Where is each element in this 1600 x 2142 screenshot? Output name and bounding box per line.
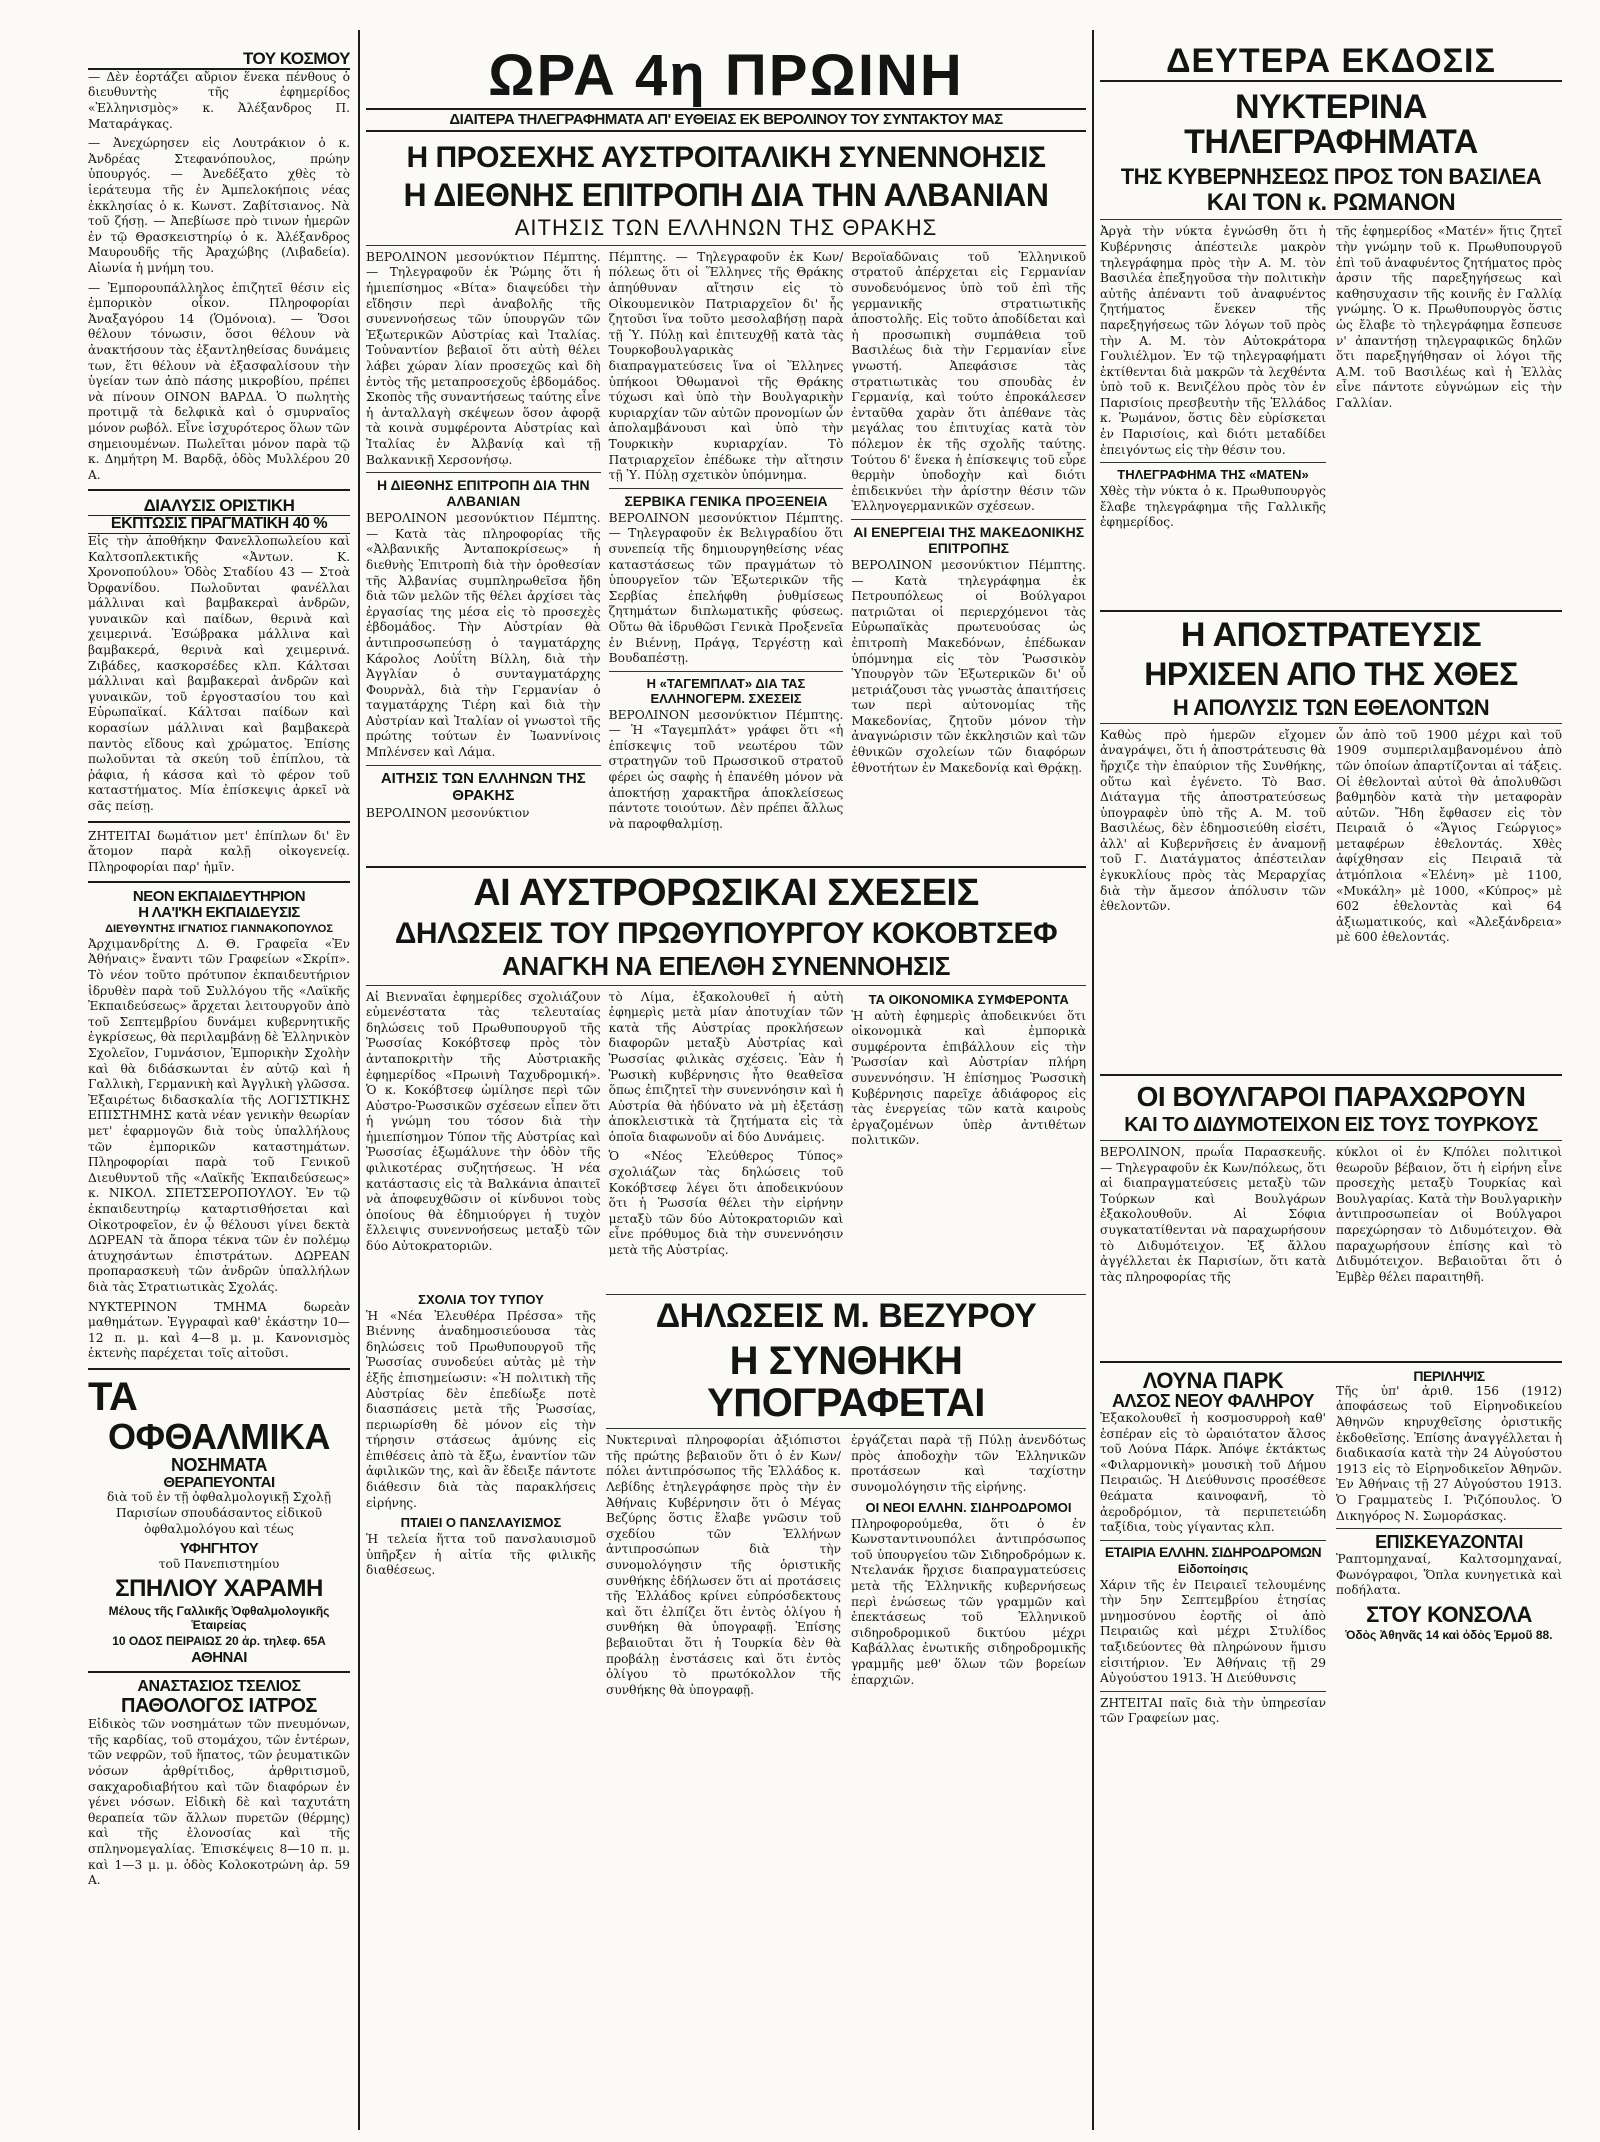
text-column (609, 250, 844, 860)
ad-text: Χάριν τῆς ἐν Πειραιεῖ τελουμένης τὴν 5ην Σεπτεμβρίου ἐτησίας μνημοσύνου ἑορτῆς οἱ ἀπὸ Πειραιῶς καὶ μέχρι Στυλίδος ταξιδεύοντες θὰ πληρώνουν ἥμισυ εἰσιτήριον. Ἐν Ἀθήναις τῇ 29 Αὐγούστου 1913. Ἡ Διεύθυνσις (1100, 1577, 1326, 1686)
text-column (366, 990, 601, 1290)
ad-subtitle: Η ΛΑ'Ι'ΚΗ ΕΚΠΑΙΔΕΥΣΙΣ (138, 904, 300, 922)
eye-ad-sub: ΘΕΡΑΠΕΥΟΝΤΑΙ (163, 1473, 275, 1491)
column-rule (358, 30, 360, 2130)
article-text: Ἡ αὐτὴ ἐφημερὶς ἀποδεικνύει ὅτι οἰκονομικὰ καὶ ἐμπορικὰ συμφέροντα ἐπιβάλλουν εἰς τὴν Ῥωσσίαν καὶ Αὐστρίαν πλήρη συνεννόησιν. Ἡ ἐπίσημος Ῥωσσικὴ Κυβέρνησις παρεῖχε ἀδιάφορος εἰς τὰς ἐνεργείας τῶν κατὰ καιροὺς ἐργαζομένων ὑπὲρ ἀντιθέτων πολιτικῶν. (851, 1008, 1086, 1148)
article-subhead: ΑΙ ΕΝΕΡΓΕΙΑΙ ΤΗΣ ΜΑΚΕΔΟΝΙΚΗΣ ΕΠΙΤΡΟΠΗΣ (853, 523, 1085, 556)
section-header: ΤΟΥ ΚΟΣΜΟΥ (88, 50, 350, 70)
right-bulg-columns (1100, 1145, 1562, 1355)
text-column (1100, 1145, 1326, 1355)
article-text: ὧν ἀπὸ τοῦ 1900 μέχρι καὶ τοῦ 1909 συμπεριλαμβανομένου ἀπὸ τῶν ὁποίων ἀπαρτίζονται αἱ τάξεις. Οἱ ἐθελονταὶ αὐτοὶ θὰ ἀπολυθῶσι βαθμηδὸν κατὰ τὴν μεταφορὰν αὐτῶν. Ἤδη ἔφθασεν εἰς τὸν Πειραιᾶ ὁ «Ἅγιος Γεώργιος» μεταφέρων ἐθελοντάς. Χθὲς ἀφίχθησαν εἰς Πειραιᾶ τὰ ἀτμόπλοια «Ἑλένη» μὲ 1100, «Μυκάλη» μὲ 1000, «Κύπρος» μὲ 602 ἐθελοντὰς καὶ 64 ἀξιωματικούς, καὶ «Ἀλεξάνδρεια» μὲ 600 ἐθελοντάς. (1336, 727, 1562, 945)
headline: ΤΗΣ ΚΥΒΕΡΝΗΣΕΩΣ ΠΡΟΣ ΤΟΝ ΒΑΣΙΛΕΑ (1120, 164, 1542, 190)
text-column (1336, 728, 1562, 1068)
article-text: Βεροϊαδῶναις τοῦ Ἑλληνικοῦ στρατοῦ ἀπέρχεται εἰς Γερμανίαν συνοδευόμενος ὑπὸ τοῦ ἐπὶ τῆς γερμανικῆς στρατιωτικῆς ἀποστολῆς. Εἰς τοῦτο ἀποδίδεται καὶ ἡ προσωπικὴ συμπάθεια τοῦ Βασιλέως διὰ τὴν Γερμανίαν εἶνε γνωστή. Ἀπεφάσισε τὰς στρατιωτικὰς του σπουδὰς ἐν Γερμανίᾳ, καὶ τούτο ἐπροκάλεσεν ἐνταῦθα χαρὰν ὅτι ἀπέθανε τὰς μεγάλας του ἐπιτυχίας κατὰ τὸν πόλεμον ἐκ τῆς σχολῆς ταύτης. Τούτου δ' ἕνεκα ἡ ἐπίσκεψις τοῦ εὖρε θερμὴν ὑποδοχὴν καὶ διότι ἐπιδεικνύει τὴν ἀρίστην θέσιν τῶν Ἑλληνογερμανικῶν σχέσεων. (851, 249, 1086, 514)
center-column (366, 44, 1086, 1890)
text-column (851, 1433, 1086, 1702)
text-column (851, 250, 1086, 860)
article-text: ἐργάζεται παρὰ τῇ Πύλῃ ἀνενδότως πρὸς ἀποδοχὴν τῶν Ἑλληνικῶν προτάσεων καὶ ταχίστην συνομολόγησιν τῆς εἰρήνης. (851, 1433, 1086, 1494)
classified-ad: ΖΗΤΕΙΤΑΙ παῖς διὰ τὴν ὑπηρεσίαν τῶν Γραφείων μας. (1100, 1695, 1326, 1726)
eye-ad-city: ΑΘΗΝΑΙ (191, 1648, 247, 1666)
headline-sub: ΑΝΑΓΚΗ ΝΑ ΕΠΕΛΘΗ ΣΥΝΕΝΝΟΗΣΙΣ (502, 951, 950, 982)
article-text: Ἡ «Νέα Ἐλευθέρα Πρέσσα» τῆς Βιέννης ἀναδημοσιεύουσα τὰς δηλώσεις τοῦ Πρωθυπουργοῦ τῆς Ῥωσσίας συνοδεύει αὐτὰς μὲ τὴν ἑξῆς ἐπισημείωσιν: «Ἡ πολιτικὴ τῆς Αὐστρίας δὲν ἐπεδίωξε ποτὲ διασπάσεις μετὰ τῆς Ῥωσσίας, περιωρίσθη δὲ μόνον εἰς τὴν τήρησιν στάσεως ἀμύνης εἰς ἐπιθέσεις ἀπὸ τὰ ἔξω, ἐναντίον τῶν ἀφιλικῶν της, καὶ ἂν ἔδειξε πάντοτε διάθεσιν διὰ τὰς παρακλήσεις εἰρήνης. (366, 1308, 596, 1510)
text-column (366, 250, 601, 860)
ad-title: ΕΠΙΣΚΕΥΑΖΟΝΤΑΙ (1375, 1532, 1523, 1553)
masthead-title: ΩΡΑ 4η ΠΡΩΙΝΗ (488, 44, 964, 108)
eye-ad-text: τοῦ Πανεπιστημίου (158, 1556, 280, 1571)
ad-text: Ἐξακολουθεῖ ἡ κοσμοσυρροὴ καθ' ἑσπέραν εἰς τὸ ὡραιότατον ἄλσος τοῦ Λούνα Πάρκ. Ἀπόψε ἐκτάκτως «Φιλαρμονικὴ» μουσικὴ τοῦ Δήμου Πειραιῶς. Ἡ Διεύθυνσις προσέθεσε θεάματα καινοφανῆ, τὸ ἀεροδρόμιον, τὰ περιπετειώδη ταξίδια, τοὺς γίγαντας κλπ. (1100, 1411, 1326, 1535)
doctor-text: Εἰδικὸς τῶν νοσημάτων τῶν πνευμόνων, τῆς καρδίας, τοῦ στομάχου, τῶν ἐντέρων, τῶν νεφρῶν, τοῦ ἥπατος, τῶν ῥευματικῶν νόσων ἀρθρίτιδος, ἀρθριτισμοῦ, σακχαροδιαβήτου καὶ τῶν διαφόρων ἐν γένει νόσων. Εἰδικὴ δὲ καὶ ταχυτάτη θεραπεία τῶν ἄλλων πυρετῶν (θέρμης) καὶ τῆς ἐλονοσίας καὶ τῆς σπληνομεγαλίας. Ἐπισκέψεις 8—10 π. μ. καὶ 1—3 μ. μ. ὁδὸς Κολοκοτρώνη ἀρ. 59 Α. (88, 1717, 350, 1888)
ad-address: Ὁδὸς Ἀθηνᾶς 14 καὶ ὁδὸς Ἑρμοῦ 88. (1345, 1627, 1553, 1642)
headline: Η ΣΥΝΘΗΚΗ ΥΠΟΓΡΑΦΕΤΑΙ (707, 1339, 985, 1426)
notice-title: ΠΕΡΙΛΗΨΙΣ (1413, 1368, 1485, 1385)
eye-ad-sub: ΝΟΣΗΜΑΤΑ (171, 1454, 267, 1475)
text-column (366, 1290, 596, 1890)
article-subhead: ΣΕΡΒΙΚΑ ΓΕΝΙΚΑ ΠΡΟΞΕΝΕΙΑ (624, 492, 828, 509)
eye-ad-name: ΣΠΗΛΙΟΥ ΧΑΡΑΜΗ (115, 1575, 323, 1603)
text-column (606, 1433, 841, 1702)
eye-ad-big: ΟΦΘΑΛΜΙΚΑ (107, 1415, 331, 1457)
article-subhead: ΤΗΛΕΓΡΑΦΗΜΑ ΤΗΣ «ΜΑΤΕΝ» (1117, 467, 1309, 483)
ad-title: ΕΤΑΙΡΙΑ ΕΛΛΗΝ. ΣΙΔΗΡΟΔΡΟΜΩΝ (1104, 1543, 1322, 1560)
ads-column (1336, 1369, 1562, 1889)
article-subhead: Η ΔΙΕΘΝΗΣ ΕΠΙΤΡΟΠΗ ΔΙΑ ΤΗΝ ΑΛΒΑΝΙΑΝ (377, 477, 590, 510)
text-column (1100, 728, 1326, 1068)
brief-item: — Δὲν ἑορτάζει αὔριον ἕνεκα πένθους ὁ διευθυντὴς τῆς ἐφημερίδος «Ἐλληνισμὸς» κ. Ἀλέξανδρος Π. Ματαράγκας. (88, 69, 350, 131)
left-column (88, 50, 350, 1893)
center-mid-columns (366, 990, 1086, 1290)
headline: ΗΡΧΙΣΕΝ ΑΠΟ ΤΗΣ ΧΘΕΣ (1144, 656, 1518, 693)
brief-item: — Ἐμπορουπάλληλος ἐπιζητεῖ θέσιν εἰς ἐμπορικὸν οἶκον. Πληροφορίαι Ἀναξαγόρου 14 (Ὁμόνοια). — Ὅσοι θέλουν τόνωσιν, ὅσοι θέλουν νὰ ἀνακτήσουν τὰς ἐξαντληθείσας δυνάμεις των, ἔτι θέλουν νὰ ἐξασφαλίσουν τὴν ὑγείαν των ἀπὸ πάσης μικροβίου, πρέπει νὰ πίνουν ΟΙΝΟΝ ΒΑΡΔΑ. Ὁ πωλητὴς προτιμᾷ τὰ δελφικὰ καὶ ὁ σμυρναῖος μόνον ρωβόλ. Εἶνε ἰσχυρότερος ὅλων τῶν σημειουμένων. Πωλεῖται μόνον παρὰ τῷ κ. Δημήτρη Μ. Βαρδᾷ, ὁδὸς Μυλλέρου 20 Α. (88, 280, 350, 482)
eye-ad-address: 10 ΟΔΟΣ ΠΕΙΡΑΙΩΣ 20 ἀρ. τηλεφ. 65Α (112, 1633, 326, 1648)
article-text: Πέμπτης. — Τηλεγραφοῦν ἐκ Κων/πόλεως ὅτι οἱ Ἕλληνες τῆς Θράκης ἀπηύθυναν αἴτησιν εἰς τὸ Οἰκουμενικὸν Πατριαρχεῖον δι' ἧς ζητοῦσι ἵνα τοῦτο μεσολαβήσῃ παρὰ τῇ Ὑ. Πύλῃ καὶ ἐπιτευχθῇ κατὰ τὰς Τουρκοβουλγαρικὰς διαπραγματεύσεις ἵνα οἱ Ἕλληνες ὑπήκοοι Ὀθωμανοὶ τῆς Θράκης τύχωσι καὶ ὑπὸ τὴν Βουλγαρικὴν κυριαρχίαν τῶν αὐτῶν προνομίων ὧν ἀπολαμβάνουσι καὶ ὑπὸ τὴν Τουρκικὴν κυριαρχίαν. Τὸ Πατριαρχεῖον ἐπέδωκε τὴν αἴτησιν τῇ Ὑ. Πύλῃ σχετικὸν ὑπόμνημα. (608, 249, 844, 483)
article-text: Χθὲς τὴν νύκτα ὁ κ. Πρωθυπουργὸς ἔλαβε τηλεγράφημα τῆς Γαλλικῆς ἐφημερίδος. (1100, 484, 1326, 530)
article-text: Πληροφορούμεθα, ὅτι ὁ ἐν Κωνσταντινουπόλει ἀντιπρόσωπος τοῦ ὑπουργείου τῶν Σιδηροδρόμων κ. Ντελανάκ ἤρχισε διαπραγματεύσεις μετὰ τῆς Ἑλληνικῆς κυβερνήσεως περὶ ἐνώσεως τῶν γραμμῶν καὶ ἐπεκτάσεως τοῦ Ἑλληνικοῦ σιδηροδρομικοῦ δικτύου μέχρι Καβάλλας ἐνωτικῆς σιδηροδρομικῆς γραμμῆς μεθ' ὅλων τῶν βορείων ἐπαρχιῶν. (851, 1516, 1086, 1687)
right-mid-columns (1100, 728, 1562, 1068)
text-column (1336, 224, 1562, 604)
right-bottom-columns (1100, 1369, 1562, 1889)
article-text: ΒΕΡΟΛΙΝΟΝ μεσονύκτιον Πέμπτης. — Κατὰ τὰς πληροφορίας τῆς «Ἀλβανικῆς Ἀνταποκρίσεως» ἡ διεθνὴς Ἐπιτροπὴ διὰ τὴν ὀροθεσίαν τῆς Ἀλβανίας συμπληρωθεῖσα ἤδη διὰ τῶν μελῶν τῆς θέλει ἀρχίσει τὰς ἐργασίας της μέσα εἰς τὸ προσεχὲς ἑβδομάδος. Τὴν Αὐστρίαν θὰ ἀντιπροσωπεύσῃ ὁ ταγματάρχης Κάρολος Λοὐΐτη Βίλλη, διὰ τὴν Ἀγγλίαν ὁ συνταγματάρχης Φουρνὰλ, διὰ τὴν Γερμανίαν ὁ ταγματάρχης Τιέρη καὶ διὰ τὴν Αὐστρίαν καὶ Ἰταλίαν οἱ γνωστοὶ τῆς πρώτης τούτων ἐν Ἰωαννίνοις Μπλένσεν καὶ Λάμα. (366, 511, 601, 760)
ad-director: ΔΙΕΥΘΥΝΤΗΣ ΙΓΝΑΤΙΟΣ ΓΙΑΝΝΑΚΟΠΟΥΛΟΣ (105, 922, 333, 935)
ad-text: ΝΥΚΤΕΡΙΝΟΝ ΤΜΗΜΑ δωρεὰν μαθημάτων. Ἐγγραφαὶ καθ' ἑκάστην 10—12 π. μ. καὶ 4—8 μ. μ. Κανονισμὸς ἐκτενὴς παρέχεται τοῖς αἰτοῦσι. (88, 1299, 350, 1361)
doctor-title: ΠΑΘΟΛΟΓΟΣ ΙΑΤΡΟΣ (121, 1695, 317, 1718)
article-subhead: ΑΙΤΗΣΙΣ ΤΩΝ ΕΛΛΗΝΩΝ ΤΗΣ ΘΡΑΚΗΣ (380, 769, 586, 804)
edition-title: ΔΕΥΤΕΡΑ ΕΚΔΟΣΙΣ (1100, 44, 1562, 82)
ad-title: ΛΟΥΝΑ ΠΑΡΚ (1142, 1368, 1284, 1394)
column-rule (1092, 30, 1094, 2130)
headline-sub: ΑΙΤΗΣΙΣ ΤΩΝ ΕΛΛΗΝΩΝ ΤΗΣ ΘΡΑΚΗΣ (514, 214, 938, 240)
notice-text: Τῆς ὑπ' ἀριθ. 156 (1912) ἀποφάσεως τοῦ Εἰρηνοδικείου Ἀθηνῶν κηρυχθεῖσης ὀριστικῆς ἐκδοθεῖσης. Ἐπίσης ἀναγγέλλεται ἡ διαδικασία κατὰ τὴν 24 Αὐγούστου 1913 εἰς τὸ Εἰρηνοδικεῖον Ἀθηνῶν. Ἐν Ἀθήναις τῇ 27 Αὐγούστου 1913. Ὁ Γραμματεὺς Ι. Ῥιζόπουλος. Ὁ Δικηγόρος Ν. Σωμοράσκας. (1336, 1383, 1562, 1523)
article-text: ΒΕΡΟΛΙΝΟΝ μεσονύκτιον (366, 805, 530, 820)
right-column (1100, 44, 1562, 1889)
ads-column (1100, 1369, 1326, 1889)
headline: Η ΔΙΕΘΝΗΣ ΕΠΙΤΡΟΠΗ ΔΙΑ ΤΗΝ ΑΛΒΑΝΙΑΝ (403, 177, 1049, 214)
ad-subtitle: ΕΚΠΤΩΣΙΣ ΠΡΑΓΜΑΤΙΚΗ 40 % (88, 515, 350, 534)
article-text: Καθὼς πρὸ ἡμερῶν εἴχομεν ἀναγράψει, ὅτι ἡ ἀποστράτευσις θὰ ἤρχιζε τὴν ἐπαύριον τῆς Συνθήκης, οὕτω καὶ ἐγένετο. Τὸ Βασ. Διάταγμα τῆς ἀποστρατεύσεως ὑπογραφὲν ὑπὸ τῆς Α. Μ. τοῦ Βασιλέως, δὲν ἐδημοσιεύθη εἰσέτι, ἀλλ' αἱ Κυβερνῆσεις ἐν ἀναμονῇ τοῦ Γ. Διατάγματος ἀπέστειλαν ἐγκυκλίους πρὸς τὰς Μεραρχίας διὰ τὴν ἄμεσον ἀπόλυσιν τῶν ἐθελοντῶν. (1100, 727, 1326, 914)
headline-sub: Η ΑΠΟΛΥΣΙΣ ΤΩΝ ΕΘΕΛΟΝΤΩΝ (1172, 694, 1490, 720)
ad-title: ΝΕΟΝ ΕΚΠΑΙΔΕΥΤΗΡΙΟΝ (132, 888, 306, 906)
doctor-name: ΑΝΑΣΤΑΣΙΟΣ ΤΣΕΛΙΟΣ (137, 1678, 301, 1696)
text-column (1336, 1145, 1562, 1355)
headline: ΔΗΛΩΣΕΙΣ Μ. ΒΕΖΥΡΟΥ (655, 1296, 1037, 1335)
article-text: ΒΕΡΟΛΙΝΟΝ μεσονύκτιον Πέμπτης. — Τηλεγραφοῦν ἐκ Βελιγραδίου ὅτι συνεπείᾳ τῆς δημιουργηθείσης νέας καταστάσεως τῶν πραγμάτων τὸ ὑπουργεῖον τῶν Ἐξωτερικῶν τῆς Σερβίας ἐπελήφθη ῥυθμίσεως ζητημάτων διπλωματικῆς φύσεως. Οὕτω θὰ ἱδρυθῶσι Γενικὰ Προξενεῖα ἐν Βιέννῃ, Πράγᾳ, Τεργέστῃ καὶ Βουδαπέστῃ. (608, 510, 844, 666)
ad-subtitle: Εἰδοποίησις (1177, 1561, 1249, 1576)
ad-text: Εἰς τὴν ἀποθήκην Φανελλοπωλείου καὶ Καλτσοπλεκτικῆς «Ἀντων. Κ. Χρονοπούλου» Ὁδὸς Σταδίου 43 — Στοὰ Ὀρφανίδου. Πωλοῦνται φανέλλαι μάλλιναι καὶ βαμβακεραὶ ἀνδρῶν, γυναικῶν καὶ παίδων, θερινὰ καὶ χειμερινά. Ἐσώβρακα μάλλινα καὶ βαμβακερά, θερινὰ καὶ χειμερινά. Ζιβάδες, κασκορσέδες κλπ. Κάλτσαι μάλλιναι καὶ βαμβακεραὶ ἀνδρῶν καὶ γυναικῶν, τοῦ ἐργοστασίου του καὶ Εὐρωπαϊκαί. Κάλτσαι παίδων καὶ κορασίων μάλλιναι καὶ βαμβακερὰ παντὸς εἴδους καὶ χρώματος. Ἐπίσης πωλοῦνται τὰ σκεύη τοῦ ἐπίπλου, τὰ ῥάφια, ἡ κάσσα καὶ τὸ φέρον τοῦ καταστήματος. Μία ἐπίσκεψις ἀρκεῖ νὰ σᾶς πείσῃ. (88, 533, 350, 814)
text-column (1100, 224, 1326, 604)
classified-ad: ΖΗΤΕΙΤΑΙ δωμάτιον μετ' ἐπίπλων δι' ἓν ἄτομον παρὰ καλῇ οἰκογενείᾳ. Πληροφορίαι παρ' ἡμῖν. (88, 828, 350, 874)
article-text: τὸ Λίμα, ἐξακολουθεῖ ἡ αὐτὴ ἐφημερὶς μετὰ μίαν ἀποτυχίαν τῶν κατὰ τῆς Αὐστρίας προκλήσεων διαφορῶν μεταξὺ Αὐστρίας καὶ Ῥωσσίας φιλικὰς σχέσεις. Ἐὰν ἡ Ῥωσικὴ κυβέρνησις ἦτο θεαθεῖσα ὅπως ἐπιζητεῖ τὴν συνεννόησιν καὶ ἡ Αὐστρία θὰ ἠδύνατο νὰ μὴ ἐξετάσῃ ἀποκλειστικὰ τὰ ζητήματα εἰς τὰ ὁποῖα διαφωνοῦν αἱ δύο Δυνάμεις. (608, 989, 844, 1144)
eye-ad-member: Μέλους τῆς Γαλλικῆς Ὀφθαλμολογικῆς Ἑταιρείας (108, 1603, 330, 1632)
headline: Η ΠΡΟΣΕΧΗΣ ΑΥΣΤΡΟΙΤΑΛΙΚΗ ΣΥΝΕΝΝΟΗΣΙΣ (406, 140, 1046, 174)
article-text: τῆς ἐφημερίδος «Ματέν» ἥτις ζητεῖ τὴν γνώμην τοῦ κ. Πρωθυπουργοῦ ἐπὶ τοῦ ἀναφυέντος ζητήματος πρὸς ἀρσιν τῆς παρεξηγήσεως καὶ καθησυχασιν τῆς κοινῆς ἐν Γαλλίᾳ γνώμης. Ὁ κ. Πρωθυπουργὸς ὅστις ὡς ἔλαβε τὸ τηλεγράφημα ἔσπευσε ν' ἀπαντήσῃ τηλεγραφικῶς δηλῶν ὅτι παρεξηγήθησαν οἱ λόγοι τῆς Α.Μ. τοῦ Βασιλέως καὶ ἡ Ἑλλὰς εἶνε πάντοτε εὐγνώμων εἰς τὴν Γαλλίαν. (1336, 224, 1562, 410)
ad-shop: ΣΤΟΥ ΚΟΝΣΟΛΑ (1366, 1601, 1532, 1627)
ad-subtitle: ΑΛΣΟΣ ΝΕΟΥ ΦΑΛΗΡΟΥ (1112, 1391, 1314, 1412)
center-bottom-columns (366, 1290, 1086, 1890)
ad-title: ΔΙΑΛΥΣΙΣ ΟΡΙΣΤΙΚΗ (143, 496, 295, 516)
article-subhead: Η «ΤΑΓΕΜΠΛΑΤ» ΔΙΑ ΤΑΣ ΕΛΛΗΝΟΓΕΡΜ. ΣΧΕΣΕΙΣ (646, 675, 806, 706)
article-text: Νυκτεριναὶ πληροφορίαι ἀξιόπιστοι τῆς πρώτης βεβαιοῦν ὅτι ὁ ἐν Κων/πόλει ἀντιπρόσωπος τῆς Ἑλλάδος κ. Λεβίδης ἐτηλεγράφησε πρὸς τὴν ἐν Ἀθήναις Κυβέρνησιν ὅτι ὁ Μέγας Βεζύρης ὅστις ἔλαβε γνῶσιν τοῦ σχεδίου τῶν Ἑλλήνων ἀντιπροσώπων διὰ τὴν συνομολόγησιν τῆς ὁριστικῆς συνθήκης ἐδήλωσεν ὅτι αἱ προτάσεις τῆς Ἑλλάδος κρίνει εὐπρόσδεκτους καὶ ὅτι ἐλπίζει ὅτι ἐντὸς ὀλίγου ἡ συνθήκη θὰ ὑπογραφῇ. Ἐπίσης βεβαιοῦται ὅτι ἡ Τουρκία δὲν θὰ προβάλῃ ἐνστάσεις καὶ ὅτι ἐντὸς ὀλίγου τὸ πρωτόκολλον τῆς συνθήκης θὰ ὑπογραφῇ. (606, 1433, 841, 1697)
article-text: ΒΕΡΟΛΙΝΟΝ μεσονύκτιον Πέμπτης. — Τηλεγραφοῦν ἐκ Ῥώμης ὅτι ἡ ἡμιεπίσημος «Βίτα» διαψεύδει τὴν εἴδησιν περὶ ἀναβολῆς τῆς συνεννοήσεως τῶν ὑπουργῶν τῶν Ἐξωτερικῶν Αὐστρίας καὶ Ἰταλίας. Τοὐναντίον βεβαιοῖ ὅτι αὐτὴ θέλει λάβει χώραν λίαν προσεχῶς καὶ δὴ ἐντὸς τῆς μεταπροσεχοῦς ἑβδομάδος. Σκοπὸς τῆς συναντήσεως ταύτης εἶνε ἡ ἀνταλλαγὴ σκέψεων ὅσον ἀφορᾷ τὰ κοινὰ συμφέροντα Αὐστρίας καὶ Ἰταλίας ἐν Ἀλβανίᾳ καὶ τῇ Βαλκανικῇ Χερσονήσῳ. (366, 249, 601, 467)
article-subhead: ΠΤΑΙΕΙ Ο ΠΑΝΣΛΑΥΙΣΜΟΣ (400, 1515, 562, 1531)
ad-text: Ἀρχιμανδρίτης Δ. Θ. Γραφεῖα «Ἐν Ἀθήναις» ἔναντι τῶν Γραφείων «Σκρίπ». Τὸ νέον τοῦτο πρότυπον ἐκπαιδευτήριον ἱδρυθὲν παρὰ τοῦ Συλλόγου τῆς «Λαϊκῆς Ἐκπαιδεύσεως» ἄρχεται λειτουργοῦν ἀπὸ τοῦ Σεπτεμβρίου δυνάμει κυβερνητικῆς ἐγκρίσεως, θὰ περιλαμβάνῃ δὲ Ἑλληνικὸν Σχολεῖον, Γυμνάσιον, Ἐμπορικὴν Σχολὴν καὶ θὰ διδάσκωνται ἐν αὐτῷ καὶ ἡ Γαλλικὴ, Γερμανικὴ καὶ Ἀγγλικὴ γλῶσσα. Ἐξαιρέτως διδασκαλία τῆς ΛΟΓΙΣΤΙΚΗΣ ΕΠΙΣΤΗΜΗΣ κατὰ νέαν γενικὴν θεωρίαν μετ' ἐφαρμογῶν διὰ τοὺς ὑπαλλήλους τῶν ἐμπορικῶν καταστημάτων. Πληροφορίαι παρὰ τοῦ Γενικοῦ Διευθυντοῦ τῆς «Λαϊκῆς Ἐκπαιδεύσεως» κ. ΝΙΚΟΛ. ΣΠΕΤΣΕΡΟΠΟΥΛΟΥ. Ἐν τῷ ἐκπαιδευτηρίῳ καταρτισθήσεται καὶ Οἰκοτροφεῖον, ἐν ᾧ θέλουσι γίνει δεκτὰ ΔΩΡΕΑΝ τὰ ἄπορα τέκνα τῶν ἐν πολέμῳ ἀτυχησάντων ἐπιστράτων. ΔΩΡΕΑΝ προπαρασκευὴ τῶν ἀνδρῶν ὑπαλλήλων διὰ τὰς Στρατιωτικὰς Σχολάς. (88, 936, 350, 1294)
article-text: κύκλοι οἱ ἐν Κ/πόλει πολιτικοὶ θεωροῦν βέβαιον, ὅτι ἡ εἰρήνη εἶνε προσεχὴς μεταξὺ Τουρκίας καὶ Βουλγαρίας. Κατὰ τὴν Βουλγαρικὴν ἀντιπροσωπείαν οἱ Βούλγαροι παρεχώρησαν τὸ Διδυμότειχον. Θὰ παραχωρήσουν ἐπίσης καὶ τὸ Διδυμότειχον. Βεβαιοῦται ὅτι ὁ Ἐμβὲρ θέλει παραιτηθῆ. (1336, 1145, 1562, 1284)
masthead-subtitle: ΔΙΑΙΤΕΡΑ ΤΗΛΕΓΡΑΦΗΜΑΤΑ ΑΠ' ΕΥΘΕΙΑΣ ΕΚ ΒΕΡΟΛΙΝΟΥ ΤΟΥ ΣΥΝΤΑΚΤΟΥ ΜΑΣ (366, 108, 1086, 132)
brief-item: — Ἀνεχώρησεν εἰς Λουτράκιον ὁ κ. Ἀνδρέας Στεφανόπουλος, πρώην ὑπουργός. — Ἀνεδέξατο χθὲς τὸ ἱεράτευμα τῆς ἐν Ἀμπελοκήποις νέας ἐκκλησίας ὁ κ. Κωνστ. Ζαβίτσιανος. Νὰ τοῦ ζήσῃ. — Ἀπεβίωσε πρὸ τινων ἡμερῶν ἐν τῷ Θρασκειστηρίῳ ὁ κ. Ἀλέξανδρος Μαυρουδῆς τῆς Ἀραχώβης (Λιβαδεία). Αἰωνία ἡ μνήμη του. (88, 136, 350, 275)
text-column (851, 990, 1086, 1290)
ad-text: Ῥαπτομηχαναί, Καλτσομηχαναί, Φωνόγραφοι, Ὅπλα κυνηγετικὰ καὶ ποδήλατα. (1336, 1552, 1562, 1598)
article-text: ΒΕΡΟΛΙΝΟΝ μεσονύκτιον Πέμπτης. — Ἡ «Ταγεμπλάτ» γράφει ὅτι «ἡ ἐπίσκεψις τοῦ νεωτέρου τῶν στρατηγῶν τοῦ Πρωσσικοῦ στρατοῦ φέρει ὡς σαφὴς ἡ ἐπανέθη μόνον νὰ ἀποκτήσῃ χαρακτῆρα ἀποκλείσεως πάντοτε τοιούτων. Δὲν πρέπει ἄλλως νὰ παροφθαλμίσῃ. (608, 707, 844, 831)
headline: ΑΙ ΑΥΣΤΡΟΡΩΣΙΚΑΙ ΣΧΕΣΕΙΣ (473, 871, 979, 914)
article-text: Ἡ τελεία ἥττα τοῦ πανσλαυισμοῦ ὑπῆρξεν ἡ αἰτία τῆς φιλικῆς διαθέσεως. (366, 1532, 596, 1578)
venizelos-block (606, 1290, 1086, 1890)
eye-ad-text: διὰ τοῦ ἐν τῇ ὀφθαλμολογικῇ Σχολῇ Παρισίων σπουδάσαντος εἰδικοῦ ὀφθαλμολόγου καὶ τέως (106, 1490, 332, 1536)
headline-sub: ΚΑΙ ΤΟ ΔΙΔΥΜΟΤΕΙΧΟΝ ΕΙΣ ΤΟΥΣ ΤΟΥΡΚΟΥΣ (1124, 1114, 1538, 1137)
article-subhead: ΣΧΟΛΙΑ ΤΟΥ ΤΥΠΟΥ (418, 1291, 544, 1307)
headline: ΝΥΚΤΕΡΙΝΑ ΤΗΛΕΓΡΑΦΗΜΑΤΑ (1184, 87, 1478, 162)
eye-ad-title: ΥΦΗΓΗΤΟΥ (179, 1540, 259, 1558)
headline: ΔΗΛΩΣΕΙΣ ΤΟΥ ΠΡΩΘΥΠΟΥΡΓΟΥ ΚΟΚΟΒΤΣΕΦ (394, 916, 1058, 950)
article-subhead: ΟΙ ΝΕΟΙ ΕΛΛΗΝ. ΣΙΔΗΡΟΔΡΟΜΟΙ (865, 1499, 1072, 1515)
eye-ad-big: ΤΑ (88, 1374, 138, 1419)
center-top-columns (366, 250, 1086, 860)
article-subhead: ΤΑ ΟΙΚΟΝΟΜΙΚΑ ΣΥΜΦΕΡΟΝΤΑ (868, 991, 1069, 1007)
headline: ΟΙ ΒΟΥΛΓΑΡΟΙ ΠΑΡΑΧΩΡΟΥΝ (1136, 1080, 1526, 1112)
headline-sub: ΚΑΙ ΤΟΝ κ. ΡΩΜΑΝΟΝ (1206, 189, 1456, 217)
article-text: Ἀργὰ τὴν νύκτα ἐγνώσθη ὅτι ἡ Κυβέρνησις ἀπέστειλε μακρὸν τηλεγράφημα πρὸς τὴν Α. Μ. τὸν Βασιλέα ἐπεξηγοῦσα τὴν πολιτικὴν αὐτῆς ἀπέναντι τοῦ ἀναφυέντος ζητήματος ἕνεκεν τῆς παρεξηγήσεως τῶν λόγων τοῦ πρὸς τὴν Α. Μ. τὸν Αὐτοκράτορα Γουλιέλμον. Ἐν τῷ τηλεγραφήματι ἐκτίθενται διὰ μακρῶν τὰ λεχθέντα ὑπὸ τοῦ κ. Βενιζέλου πρὸς τὸν ἐν Παρισίοις πρεσβευτὴν τῆς Ἑλλάδος κ. Ῥωμάνον, ὅστις δὲν εὑρίσκεται ἐν Παρισίοις, καὶ διότι μεταδίδει ἐπειγόντως εἰς τὴν θέσιν του. (1100, 224, 1326, 457)
right-top-columns (1100, 224, 1562, 604)
text-column (609, 990, 844, 1290)
article-text: ΒΕΡΟΛΙΝΟΝ μεσονύκτιον Πέμπτης. — Κατὰ τηλεγράφημα ἐκ Πετρουπόλεως οἱ Βούλγαροι πατριῶται οἱ περιερχόμενοι τὰς Εὐρωπαϊκὰς πρωτευούσας ὡς ἐπιτροπὴ Μακεδόνων, ἐπέδωκαν ὑπόμνημα εἰς τὸν Ῥωσσικὸν Ὑπουργὸν τῶν Ἐξωτερικῶν δι' οὗ μετριάζουσι τὰς γνωστὰς ἀπαιτήσεις των περὶ αὐτονομίας τῆς Μακεδονίας, ζητοῦν μόνον τὴν ἀναγνώρισιν τῶν ἐκκλησιῶν καὶ τῶν ἐθνικῶν σχολείων τῶν διαφόρων ἐθνοτήτων ἐν Μακεδονίᾳ καὶ Θρᾴκῃ. (851, 557, 1086, 775)
headline: Η ΑΠΟΣΤΡΑΤΕΥΣΙΣ (1180, 616, 1482, 655)
article-text: Ὁ «Νέος Ἐλεύθερος Τύπος» σχολιάζων τὰς δηλώσεις τοῦ Κοκόβτσεφ λέγει ὅτι ἀποδεικνύουν ὅτι ἡ Ῥωσσία θέλει τὴν εἰρήνην μεταξὺ τῶν δύο Αὐτοκρατοριῶν καὶ εἶνε πρόθυμος διὰ τὴν συνεννόησιν μετὰ τῆς Αὐστρίας. (608, 1149, 844, 1258)
article-text: ΒΕΡΟΛΙΝΟΝ, πρωΐα Παρασκευῆς. — Τηλεγραφοῦν ἐκ Κων/πόλεως, ὅτι αἱ διαπραγματεύσεις μεταξὺ τῶν Τούρκων καὶ Βουλγάρων ἐξακολουθοῦν. Αἱ Σόφια συγκατατίθενται νὰ παραχωρήσουν τὸ Διδυμότειχον. Ἐξ ἄλλου ἀγγέλλεται ἐκ Παρισίων, ὅτι κατὰ τὰς πληροφορίας τῆς (1100, 1145, 1326, 1284)
article-text: Αἱ Βιενναῖαι ἐφημερίδες σχολιάζουν εὐμενέστατα τὰς τελευταίας δηλώσεις τοῦ Πρωθυπουργοῦ τῆς Ῥωσσίας Κοκόβτσεφ πρὸς τὸν ἀνταποκριτὴν τῆς Αὐστριακῆς ἐφημερίδος «Πρωινὴ Ταχυδρομική». Ὁ κ. Κοκόβτσεφ ὡμίλησε περὶ τῶν Αὐστρο-Ῥωσσικῶν σχέσεων εἶπεν ὅτι ἡ γνώμη του τόσον διὰ τὴν ἡμιεπίσημον Τύπον τῆς Αὐστρίας καὶ Ῥωσσίας ἐξωμάλυνε τὴν ὁδὸν τῆς φιλικοτέρας συζητήσεως. Ἡ νέα κατάστασις εἰς τὰ Βαλκάνια ἀπαιτεῖ νὰ ἀποφευχθῶσιν οἱ κίνδυνοι τοὺς ὁποίους θὰ ἐδημιούργει ἡ τυχὸν ἔλλειψις συνεννοήσεως μεταξὺ τῶν δύο Αὐτοκρατοριῶν. (366, 989, 601, 1254)
